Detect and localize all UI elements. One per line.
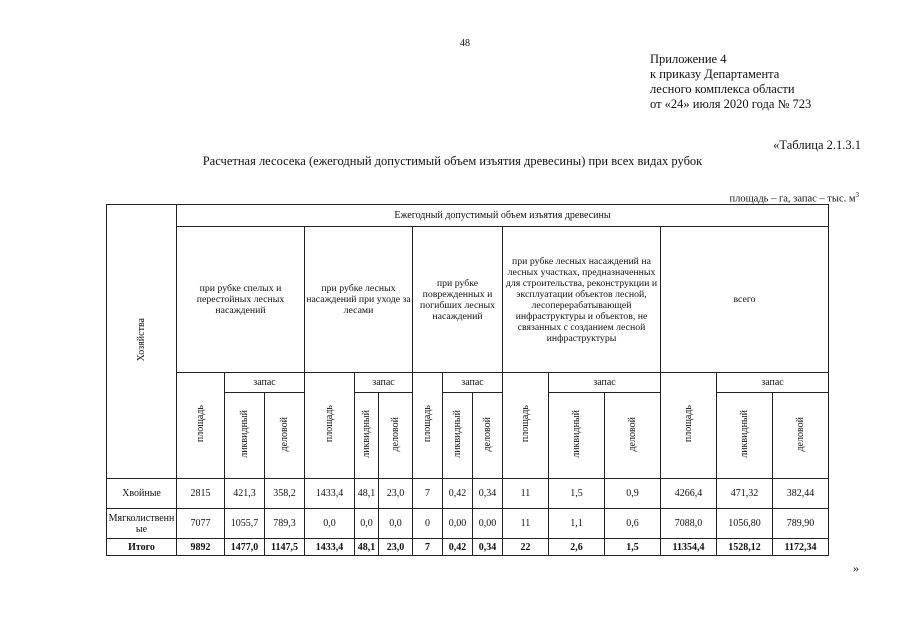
table-cell: 0,42 — [443, 479, 473, 509]
table-cell: 0,0 — [379, 509, 413, 539]
group-header-care: при рубке лесных насаждений при уходе за лесами — [305, 227, 413, 373]
group-header-total: всего — [661, 227, 829, 373]
liquid-header: ликвидный — [571, 410, 582, 458]
stock-header: запас — [225, 373, 305, 393]
liquid-header: ликвидный — [452, 410, 463, 458]
business-header-cell — [773, 393, 829, 479]
harvest-table — [106, 204, 829, 556]
table-cell: 358,2 — [265, 479, 305, 509]
farm-header: Хозяйства — [136, 318, 147, 362]
appendix-block — [650, 52, 811, 112]
table-cell: 7088,0 — [661, 509, 717, 539]
table-cell: 7077 — [177, 509, 225, 539]
table-title: Расчетная лесосека (ежегодный допустимый объем изъятия древесины) при всех видах рубок — [202, 154, 703, 168]
liquid-header: ликвидный — [239, 410, 250, 458]
stock-header: запас — [549, 373, 661, 393]
table-row-total — [107, 539, 829, 556]
table-cell: 11 — [503, 509, 549, 539]
table-cell: 0,34 — [473, 539, 503, 556]
stock-header: запас — [443, 373, 503, 393]
table-cell: 789,3 — [265, 509, 305, 539]
units-note — [729, 191, 859, 205]
appendix-line: к приказу Департамента — [650, 67, 780, 81]
farm-header-cell — [107, 205, 177, 479]
liquid-header-cell — [225, 393, 265, 479]
table-cell: 2,6 — [549, 539, 605, 556]
group-header-construction: при рубке лесных насаждений на лесных участках, предназначенных для строительства, реконструкции и эксплуатации объектов лесной, лесоперерабатывающей инфраструктуры и объектов, не связанных с созданием лесной инфраструктуры — [503, 227, 661, 373]
table-cell: 1528,12 — [717, 539, 773, 556]
table-cell: 1433,4 — [305, 539, 355, 556]
area-header: площадь — [195, 405, 206, 443]
table-cell: 1,5 — [549, 479, 605, 509]
table-cell: 0,6 — [605, 509, 661, 539]
table-cell: 11 — [503, 479, 549, 509]
table-cell: 7 — [413, 539, 443, 556]
row-label: Мягколиственные — [107, 509, 177, 539]
table-number: «Таблица 2.1.3.1 — [773, 138, 861, 152]
closing-quote: » — [853, 561, 859, 575]
table-cell: 2815 — [177, 479, 225, 509]
group-header-mature: при рубке спелых и перестойных лесных насаждений — [177, 227, 305, 373]
table-cell: 0 — [413, 509, 443, 539]
business-header-cell — [379, 393, 413, 479]
area-header: площадь — [422, 405, 433, 443]
area-header-cell — [413, 373, 443, 479]
area-header-cell — [305, 373, 355, 479]
units-sup: 3 — [855, 191, 859, 199]
table-cell: 48,1 — [355, 479, 379, 509]
stock-header: запас — [355, 373, 413, 393]
business-header: деловой — [390, 416, 401, 452]
liquid-header-cell — [355, 393, 379, 479]
table-cell: 1477,0 — [225, 539, 265, 556]
business-header: деловой — [279, 416, 290, 452]
page-number: 48 — [460, 38, 470, 49]
table-cell: 7 — [413, 479, 443, 509]
table-cell: 382,44 — [773, 479, 829, 509]
table-cell: 0,00 — [473, 509, 503, 539]
table-cell: 1172,34 — [773, 539, 829, 556]
liquid-header: ликвидный — [361, 410, 372, 458]
table-cell: 0,34 — [473, 479, 503, 509]
table-cell: 9892 — [177, 539, 225, 556]
area-header-cell — [661, 373, 717, 479]
table-row — [107, 509, 829, 539]
table-cell: 1433,4 — [305, 479, 355, 509]
stock-header: запас — [717, 373, 829, 393]
appendix-line: Приложение 4 — [650, 52, 727, 66]
table-cell: 421,3 — [225, 479, 265, 509]
business-header: деловой — [795, 416, 806, 452]
table-cell: 1056,80 — [717, 509, 773, 539]
table-cell: 471,32 — [717, 479, 773, 509]
table-cell: 1147,5 — [265, 539, 305, 556]
row-label: Хвойные — [107, 479, 177, 509]
business-header: деловой — [482, 416, 493, 452]
units-text: площадь – га, запас – тыс. м — [729, 193, 856, 205]
table-row — [107, 479, 829, 509]
table-cell: 1,1 — [549, 509, 605, 539]
table-cell: 0,0 — [305, 509, 355, 539]
liquid-header-cell — [717, 393, 773, 479]
business-header-cell — [265, 393, 305, 479]
table-cell: 0,9 — [605, 479, 661, 509]
business-header-cell — [473, 393, 503, 479]
table-cell: 0,00 — [443, 509, 473, 539]
table-cell: 22 — [503, 539, 549, 556]
area-header-cell — [177, 373, 225, 479]
table-cell: 48,1 — [355, 539, 379, 556]
table-cell: 1,5 — [605, 539, 661, 556]
area-header: площадь — [520, 405, 531, 443]
appendix-line: от «24» июля 2020 года № 723 — [650, 97, 812, 111]
liquid-header-cell — [549, 393, 605, 479]
table-cell: 789,90 — [773, 509, 829, 539]
area-header: площадь — [683, 405, 694, 443]
table-cell: 23,0 — [379, 479, 413, 509]
appendix-line: лесного комплекса области — [650, 82, 795, 96]
row-label: Итого — [107, 539, 177, 556]
area-header: площадь — [324, 405, 335, 443]
liquid-header: ликвидный — [739, 410, 750, 458]
business-header: деловой — [627, 416, 638, 452]
table-cell: 0,42 — [443, 539, 473, 556]
table-cell: 0,0 — [355, 509, 379, 539]
area-header-cell — [503, 373, 549, 479]
table-cell: 1055,7 — [225, 509, 265, 539]
table-cell: 11354,4 — [661, 539, 717, 556]
table-cell: 4266,4 — [661, 479, 717, 509]
liquid-header-cell — [443, 393, 473, 479]
main-header: Ежегодный допустимый объем изъятия древесины — [177, 205, 829, 227]
group-header-damaged: при рубке поврежденных и погибших лесных насаждений — [413, 227, 503, 373]
business-header-cell — [605, 393, 661, 479]
table-cell: 23,0 — [379, 539, 413, 556]
